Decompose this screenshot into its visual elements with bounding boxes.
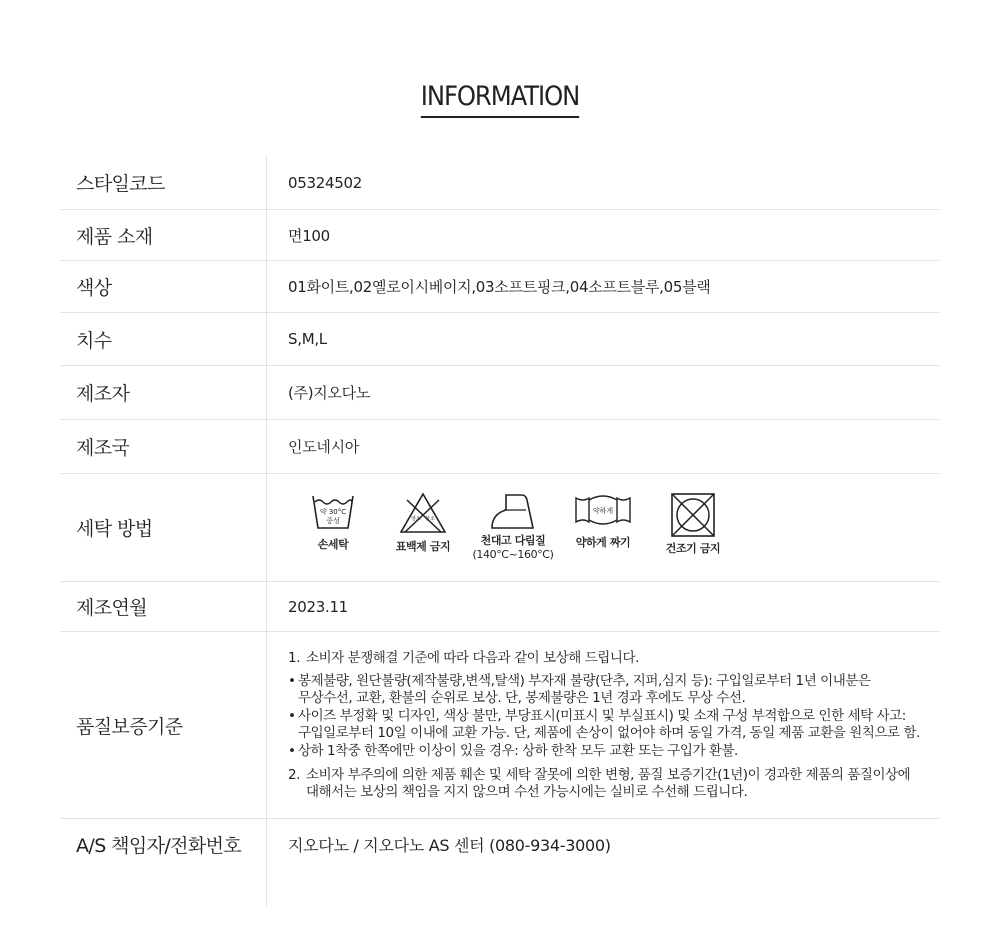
iron-icon [488,492,538,530]
label-wash: 세탁 방법 [76,518,153,540]
value-style-code: 05324502 [288,173,362,192]
bullet-mark: • [288,673,296,689]
label-size: 치수 [76,329,112,352]
wash-icon-item [468,492,558,562]
tub-text-temp: 약 30°C [319,508,347,516]
quality-item-1-number: 1. [288,650,300,666]
page-title: INFORMATION [421,80,579,118]
label-quality: 품질보증기준 [76,715,183,738]
row-as [60,819,939,869]
bullet-3-line-1: 상하 1착중 한쪽에만 이상이 있을 경우: 상하 한착 모두 교환 또는 구입가 환불. [298,743,738,759]
row-quality [60,632,939,819]
value-date: 2023.11 [288,597,348,616]
quality-bullet-2 [288,708,928,742]
quality-bullet-1 [288,673,928,707]
row-country [60,420,939,474]
gentle-wring-icon [573,492,633,528]
hand-wash-icon [311,492,355,532]
quality-text [288,650,928,807]
no-tumble-dry-icon [670,492,716,538]
bullet-1-line-2: 무상수선, 교환, 환불의 순위로 보상. 단, 봉제불량은 1년 경과 후에도 무상 수선. [298,690,746,706]
quality-item-1 [288,650,928,667]
caption-gentle-wring: 약하게 짜기 [575,536,631,549]
value-maker: (주)지오다노 [288,384,371,402]
label-material: 제품 소재 [76,225,153,248]
label-style-code: 스타일코드 [76,173,165,195]
label-as: A/S 책임자/전화번호 [76,834,242,857]
info-table [60,156,939,869]
quality-item-2-number: 2. [288,767,300,783]
row-color [60,261,939,313]
tub-text-neutral: 중성 [326,517,340,525]
caption-no-bleach: 표백제 금지 [395,540,451,553]
page-title-wrap [0,80,1000,118]
label-country: 제조국 [76,437,130,459]
tri-text-oxygen: 산소 [425,516,435,522]
bullet-mark: • [288,708,296,724]
quality-item-2 [288,767,928,801]
quality-item-2-line-1: 소비자 부주의에 의한 제품 훼손 및 세탁 잘못에 의한 변형, 품질 보증기간(1년)이 경과한 제품의 품질이상에 [306,767,911,783]
label-maker: 제조자 [76,383,130,405]
quality-bullet-3 [288,743,928,760]
bullet-2-line-1: 사이즈 부정확 및 디자인, 색상 불만, 부당표시(미표시 및 부실표시) 및 소재 구성 부적합으로 인한 세탁 사고: [298,708,906,724]
wash-icon-item [378,492,468,562]
wash-icons [288,492,738,562]
wash-icon-item [648,492,738,562]
bullet-1-line-1: 봉제불량, 원단불량(제작불량,변색,탈색) 부자재 불량(단추, 지퍼,심지 등): 구입일로부터 1년 이내분은 [298,673,871,689]
row-style-code [60,156,939,210]
row-size [60,313,939,366]
tri-text-chlorine: 염소 [411,516,421,522]
bullet-2-line-2: 구입일로부터 10일 이내에 교환 가능. 단, 제품에 손상이 없어야 하며 동일 가격, 동일 제품 교환을 원칙으로 함. [298,725,920,741]
value-color: 01화이트,02옐로이시베이지,03소프트핑크,04소프트블루,05블랙 [288,278,711,296]
no-bleach-icon [399,492,447,534]
caption-no-tumble-dry: 건조기 금지 [665,542,721,555]
row-wash [60,474,939,582]
row-material [60,210,939,261]
row-date [60,582,939,632]
wash-icon-item [288,492,378,562]
twist-text: 약하게 [592,507,614,515]
caption-iron: 천대고 다림질 [480,534,546,547]
quality-item-1-text: 소비자 분쟁해결 기준에 따라 다음과 같이 보상해 드립니다. [306,650,639,666]
quality-item-2-line-2: 대해서는 보상의 책임을 지지 않으며 수선 가능시에는 실비로 수선해 드립니다. [306,784,748,800]
caption-hand-wash: 손세탁 [317,538,349,551]
label-date: 제조연월 [76,597,148,619]
wash-icon-item [558,492,648,562]
quality-bullets [288,673,928,760]
label-color: 색상 [76,277,112,299]
row-maker [60,366,939,420]
caption-iron-temp: (140°C~160°C) [472,548,554,561]
value-size: S,M,L [288,330,327,348]
bullet-mark: • [288,743,296,759]
value-material: 면100 [288,226,330,245]
value-country: 인도네시아 [288,438,359,456]
value-as: 지오다노 / 지오다노 AS 센터 (080-934-3000) [288,835,611,855]
